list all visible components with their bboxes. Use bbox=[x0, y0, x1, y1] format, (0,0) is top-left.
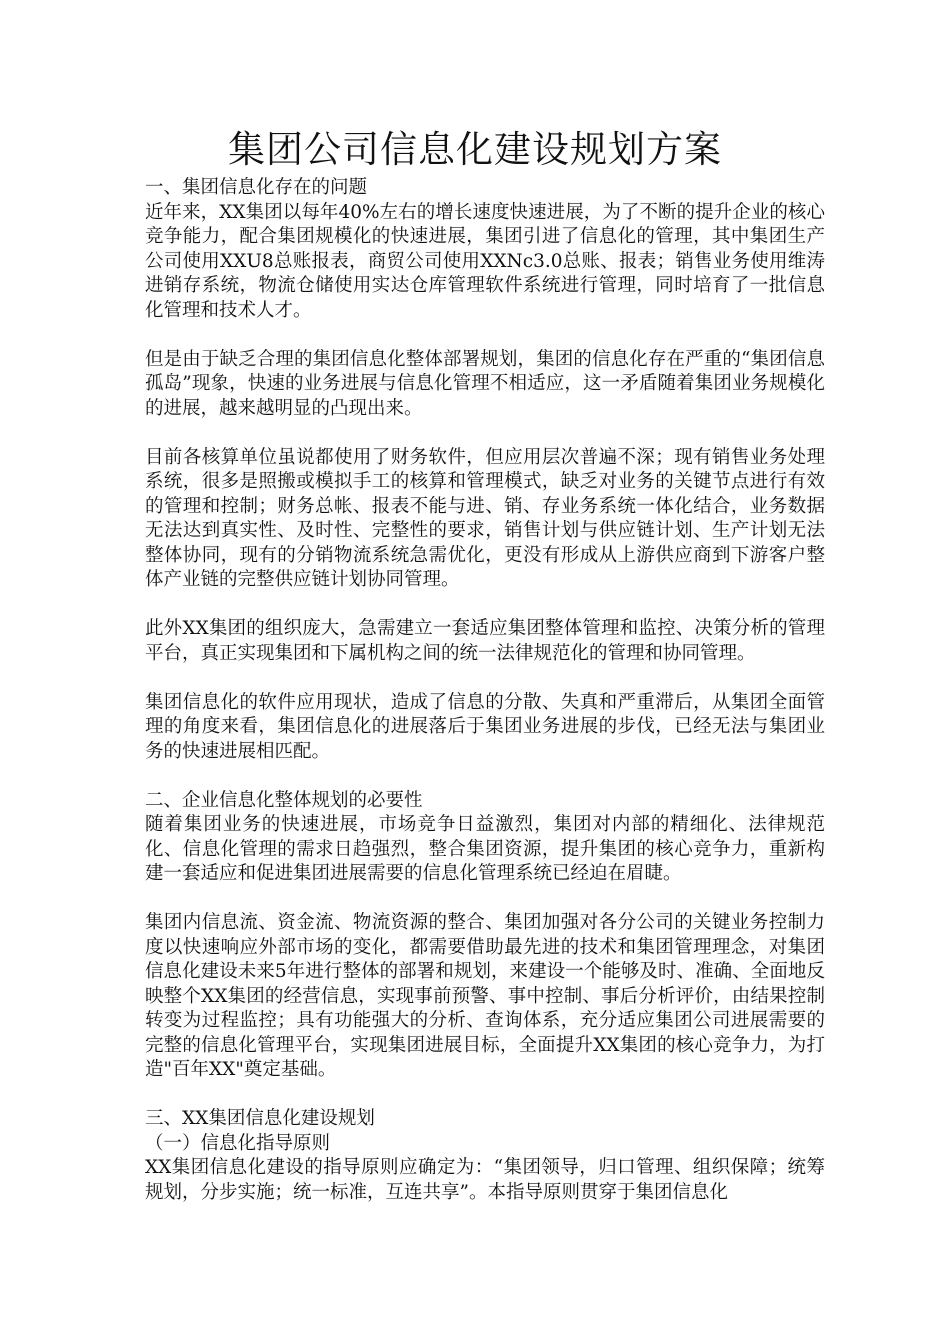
paragraph-gap bbox=[145, 323, 825, 348]
section-heading: 三、XX集团信息化建设规划 bbox=[145, 1108, 375, 1129]
paragraph: 但是由于缺乏合理的集团信息化整体部署规划，集团的信息化存在严重的“集团信息孤岛”现象，快速的业务进展与信息化管理不相适应，这一矛盾随着集团业务规模化的进展，越来越明显的凸现出来。 bbox=[145, 348, 825, 419]
paragraph-gap bbox=[145, 421, 825, 446]
paragraph-gap bbox=[145, 1083, 825, 1108]
paragraph: 随着集团业务的快速进展，市场竞争日益激烈，集团对内部的精细化、法律规范化、信息化管理的需求日趋强烈，整合集团资源，提升集团的核心竞争力，重新构建一套适应和促进集团进展需要的信息化管理系统已经迫在眉睫。 bbox=[145, 814, 825, 884]
paragraph: 集团内信息流、资金流、物流资源的整合、集团加强对各分公司的关键业务控制力度以快速响应外部市场的变化，都需要借助最先进的技术和集团管理理念，对集团信息化建设未来5年进行整体的部署和规划，来建设一个能够及时、准确、全面地反映整个XX集团的经营信息，实现事前预警、事中控制、事后分析评价，由结果控制转变为过程监控；具有功能强大的分析、查询体系，充分适应集团公司进展需要的完整的信息化管理平台，实现集团进展目标，全面提升XX集团的核心竞争力，为打造"百年XX"奠定基础。 bbox=[145, 912, 825, 1080]
paragraph: 集团信息化的软件应用现状，造成了信息的分散、失真和严重滞后，从集团全面管理的角度来看，集团信息化的进展落后于集团业务进展的步伐，已经无法与集团业务的快速进展相匹配。 bbox=[145, 691, 825, 762]
subsection-heading: （一）信息化指导原则 bbox=[145, 1132, 331, 1154]
section-heading: 一、集团信息化存在的问题 bbox=[145, 177, 368, 198]
paragraph: XX集团信息化建设的指导原则应确定为：“集团领导，归口管理、组织保障；统筹规划，分步实施；统一标准，互连共享”。本指导原则贯穿于集团信息化 bbox=[145, 1157, 825, 1203]
paragraph-gap bbox=[145, 887, 825, 912]
paragraph: 此外XX集团的组织庞大，急需建立一套适应集团整体管理和监控、决策分析的管理平台，真正实现集团和下属机构之间的统一法律规范化的管理和协同管理。 bbox=[145, 618, 825, 664]
paragraph: 目前各核算单位虽说都使用了财务软件，但应用层次普遍不深；现有销售业务处理系统，很多是照搬或模拟手工的核算和管理模式，缺乏对业务的关键节点进行有效的管理和控制；财务总帐、报表不能与进、销、存业务系统一体化结合，业务数据无法达到真实性、及时性、完整性的要求，销售计划与供应链计划、生产计划无法整体协同，现有的分销物流系统急需优化，更没有形成从上游供应商到下游客户整体产业链的完整供应链计划协同管理。 bbox=[145, 446, 825, 590]
paragraph-gap bbox=[145, 764, 825, 789]
paragraph-gap bbox=[145, 666, 825, 691]
document-body bbox=[145, 176, 825, 1205]
paragraph-gap bbox=[145, 593, 825, 618]
document-title: 集团公司信息化建设规划方案 bbox=[228, 128, 722, 171]
paragraph: 近年来，XX集团以每年40%左右的增长速度快速进展，为了不断的提升企业的核心竞争能力，配合集团规模化的快速进展，集团引进了信息化的管理，其中集团生产公司使用XXU8总账报表，商贸公司使用XXNc3.0总账、报表；销售业务使用维涛进销存系统，物流仓储使用实达仓库管理软件系统进行管理，同时培育了一批信息化管理和技术人才。 bbox=[145, 201, 825, 321]
section-heading: 二、企业信息化整体规划的必要性 bbox=[145, 789, 423, 811]
